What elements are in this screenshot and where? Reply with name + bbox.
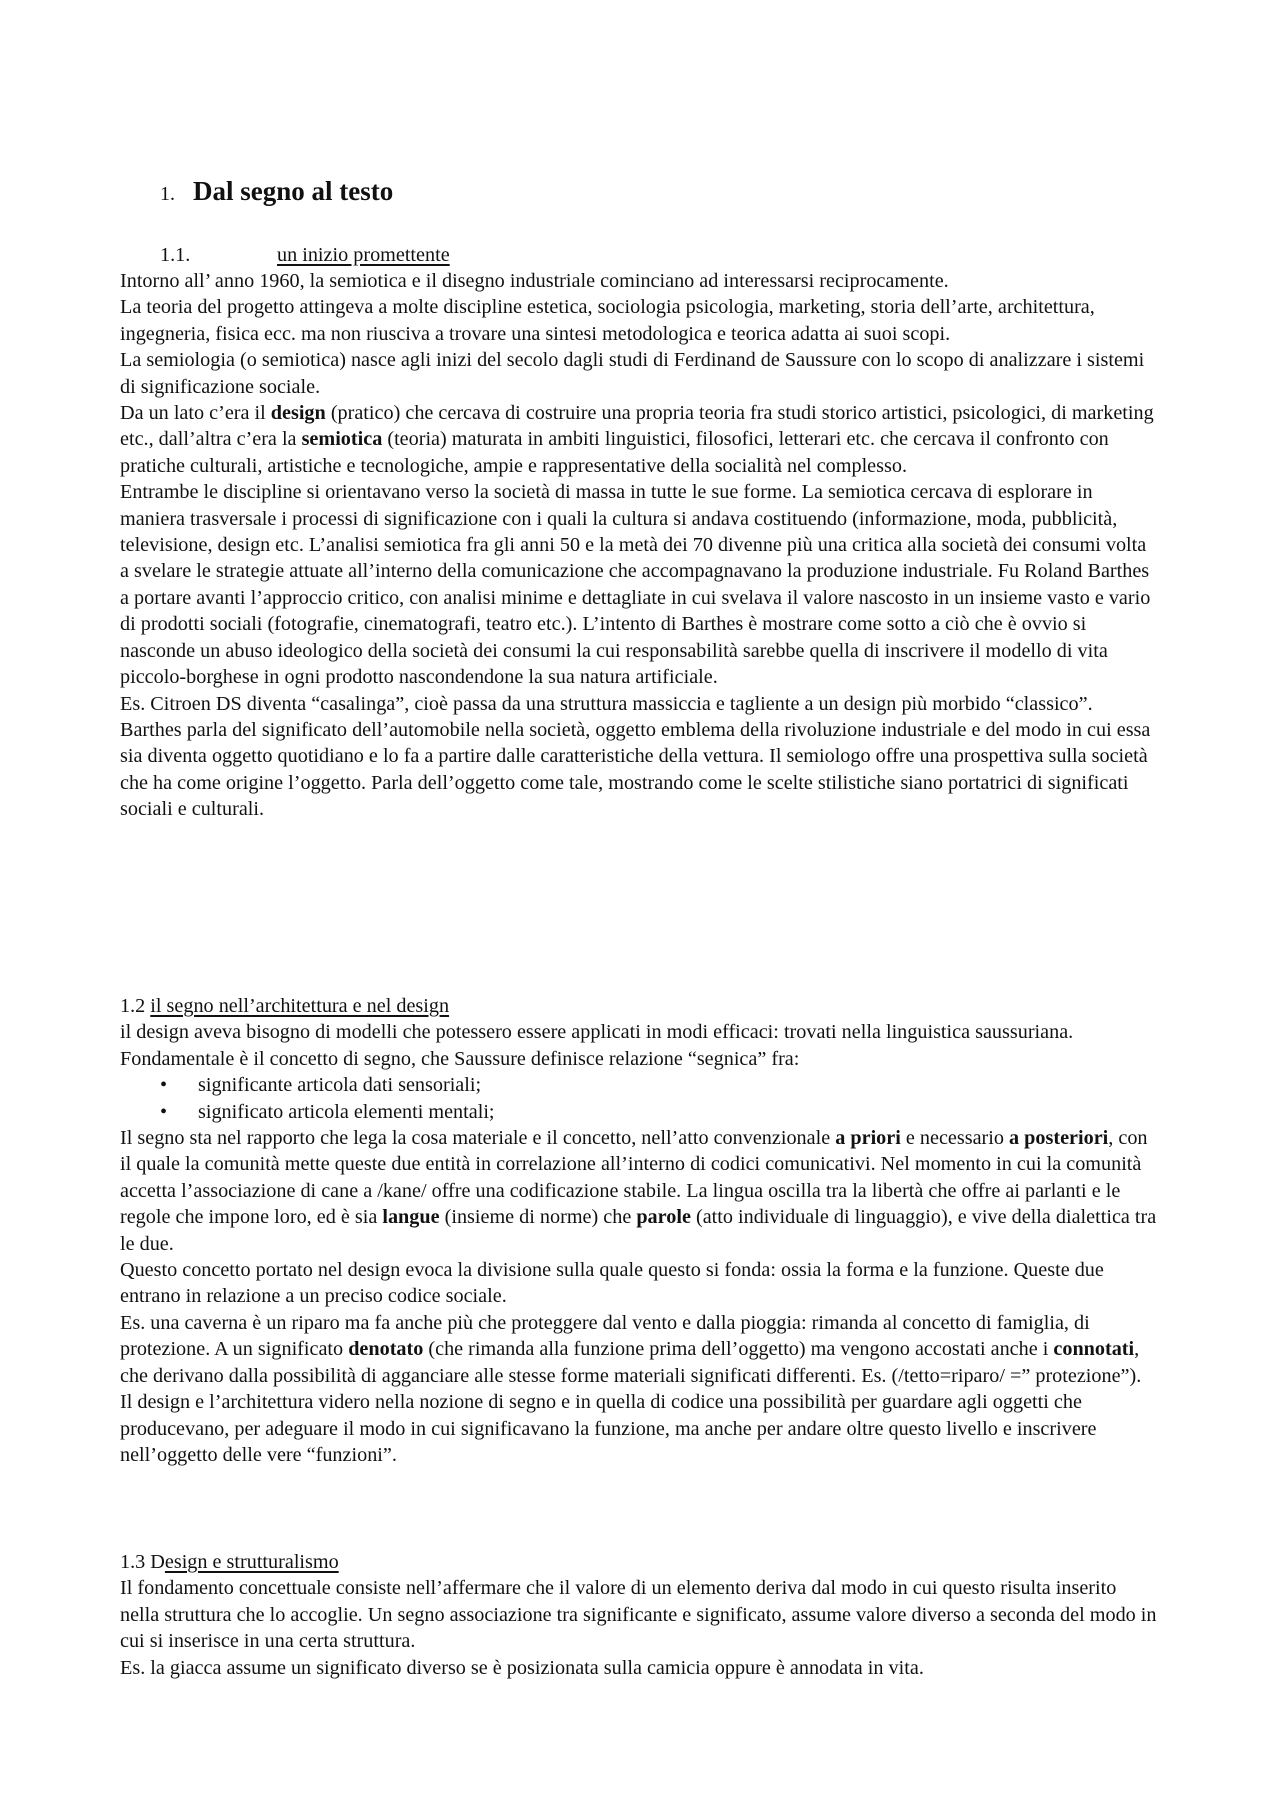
section-1-1-number: 1.1. [160,244,191,266]
paragraph: il design aveva bisogno di modelli che potessero essere applicati in modi efficaci: trovati nella linguistica saussuriana. [120,1021,1074,1044]
paragraph: Es. la giacca assume un significato diverso se è posizionata sulla camicia oppure è annodata in vita. [120,1656,924,1679]
text-run: Es. una caverna è un riparo ma fa anche più che proteggere dal vento e dalla pioggia: rimanda al concetto di famiglia, di protezione. A un significato [120,1311,1090,1361]
text-run: Da un lato c’era il [120,402,271,425]
section-1-3-number: 1.3 [120,1551,146,1573]
paragraph: Il design e l’architettura videro nella nozione di segno e in quella di codice una possibilità per guardare agli oggetti che producevano, per adeguare il modo in cui significavano la funzione, ma anche per andare oltre questo livello e inscrivere nell’oggetto delle vere “funzioni”. [120,1391,1097,1466]
chapter-title: Dal segno al testo [193,176,394,206]
text-run: (atto individuale di linguaggio), e vive della dialettica tra le due. [120,1206,1157,1255]
text-run: (teoria) maturata in ambiti linguistici, filosofici, letterari etc. che cercava il confronto con pratiche culturali, artistiche e tecnologiche, ampie e rappresentative della socialità nel complesso. [120,428,1109,477]
section-1-3-heading [120,1549,1160,1575]
paragraph: Barthes parla del significato dell’automobile nella società, oggetto emblema della rivoluzione industriale e del modo in cui essa sia diventa oggetto quotidiano e lo fa a partire dalle caratteristiche della vettura. Il semiologo offre una prospettiva sulla società che ha come origine l’oggetto. Parla dell’oggetto come tale, mostrando come le scelte stilistiche siano portatrici di significati sociali e culturali. [120,718,1151,821]
bold-term-denotato: denotato [348,1338,424,1361]
text-run: , con il quale la comunità mette queste due entità in correlazione all’interno di codici comunicativi. Nel momento in cui la comunità accetta l’associazione di cane a /kane/ offre una codificazione stabile. La lingua oscilla tra la libertà che offre ai parlanti e le regole che impone loro, ed è sia [120,1127,1148,1229]
section-1-2 [120,993,1160,1468]
section-1-3 [120,1549,1160,1681]
section-1-3-title-start: D [150,1551,165,1573]
section-1-2-heading [120,993,1160,1019]
paragraph: La semiologia (o semiotica) nasce agli inizi del secolo dagli studi di Ferdinand de Saussure con lo scopo di analizzare i sistemi di significazione sociale. [120,349,1145,398]
bold-term-langue: langue [382,1206,440,1229]
text-run: , che derivano dalla possibilità di agganciare alle stesse forme materiali significati differenti. Es. (/tetto=riparo/ =” protezione”). [120,1338,1142,1387]
text-run: (insieme di norme) che [439,1206,637,1229]
bold-term-a-posteriori: a posteriori [1009,1127,1109,1150]
bold-term-design: design [270,402,326,425]
section-1-2-number: 1.2 [120,995,146,1017]
chapter-number: 1. [160,183,175,205]
bold-term-a-priori: a priori [835,1127,901,1150]
paragraph: Es. Citroen DS diventa “casalinga”, cioè passa da una struttura massiccia e tagliente a un design più morbido “classico”. [120,692,1093,715]
section-1-1-body [120,268,1160,823]
paragraph: Entrambe le discipline si orientavano verso la società di massa in tutte le sue forme. La semiotica cercava di esplorare in maniera trasversale i processi di significazione con i quali la cultura si andava costituendo (informazione, moda, pubblicità, televisione, design etc. L’analisi semiotica fra gli anni 50 e la metà dei 70 divenne più una critica alla società dei consumi volta a svelare le strategie attuate all’interno della comunicazione che accompagnavano la produzione industriale. Fu Roland Barthes a portare avanti l’approccio critico, con analisi minime e dettagliate in cui svelava il valore nascosto in un insieme vasto e vario di prodotti sociali (fotografie, cinematografi, teatro etc.). L’intento di Barthes è mostrare come sotto a ciò che è ovvio si nasconde un abuso ideologico della società dei consumi la cui responsabilità sarebbe quella di inscrivere il modello di vita piccolo-borghese in ogni prodotto nascondendone la sua natura artificiale. [120,481,1151,689]
paragraph [120,400,1160,479]
paragraph: Questo concetto portato nel design evoca la divisione sulla quale questo si fonda: ossia la forma e la funzione. Queste due entrano in relazione a un preciso codice sociale. [120,1259,1104,1308]
paragraph: Fondamentale è il concetto di segno, che Saussure definisce relazione “segnica” fra: [120,1047,800,1070]
section-1-2-title: il segno nell’architettura e nel design [150,995,450,1017]
list-item: • significante articola dati sensoriali; [120,1072,1160,1098]
paragraph [120,1125,1160,1257]
list-item: • significato articola elementi mentali; [120,1099,1160,1125]
paragraph [120,1310,1160,1389]
text-run: e necessario [900,1127,1010,1150]
bold-term-connotati: connotati [1053,1338,1135,1361]
paragraph: Intorno all’ anno 1960, la semiotica e il disegno industriale cominciano ad interessarsi reciprocamente. [120,270,949,292]
bold-term-parole: parole [636,1206,691,1229]
paragraph: Il fondamento concettuale consiste nell’affermare che il valore di un elemento deriva dal modo in cui questo risulta inserito nella struttura che lo accoglie. Un segno associazione tra significante e significato, assume valore diverso a seconda del modo in cui si inserisce in una certa struttura. [120,1577,1157,1653]
text-run: (pratico) che cercava di costruire una propria teoria fra studi storico artistici, psicologici, di marketing etc., dall’altra c’era la [120,402,1154,451]
paragraph: La teoria del progetto attingeva a molte discipline estetica, sociologia psicologia, marketing, storia dell’arte, architettura, ingegneria, fisica ecc. ma non riusciva a trovare una sintesi metodologica e teorica adatta ai suoi scopi. [120,296,1095,345]
text-run: Il segno sta nel rapporto che lega la cosa materiale e il concetto, nell’atto convenzionale [120,1127,836,1150]
chapter-heading [160,178,393,207]
section-1-3-title: esign e strutturalismo [164,1551,339,1573]
section-1-1-heading [160,242,450,268]
bullet-list [120,1072,1160,1125]
section-1-1-title: un inizio promettente [277,244,450,266]
bold-term-semiotica: semiotica [301,428,383,451]
text-run: (che rimanda alla funzione prima dell’oggetto) ma vengono accostati anche i [423,1338,1054,1361]
